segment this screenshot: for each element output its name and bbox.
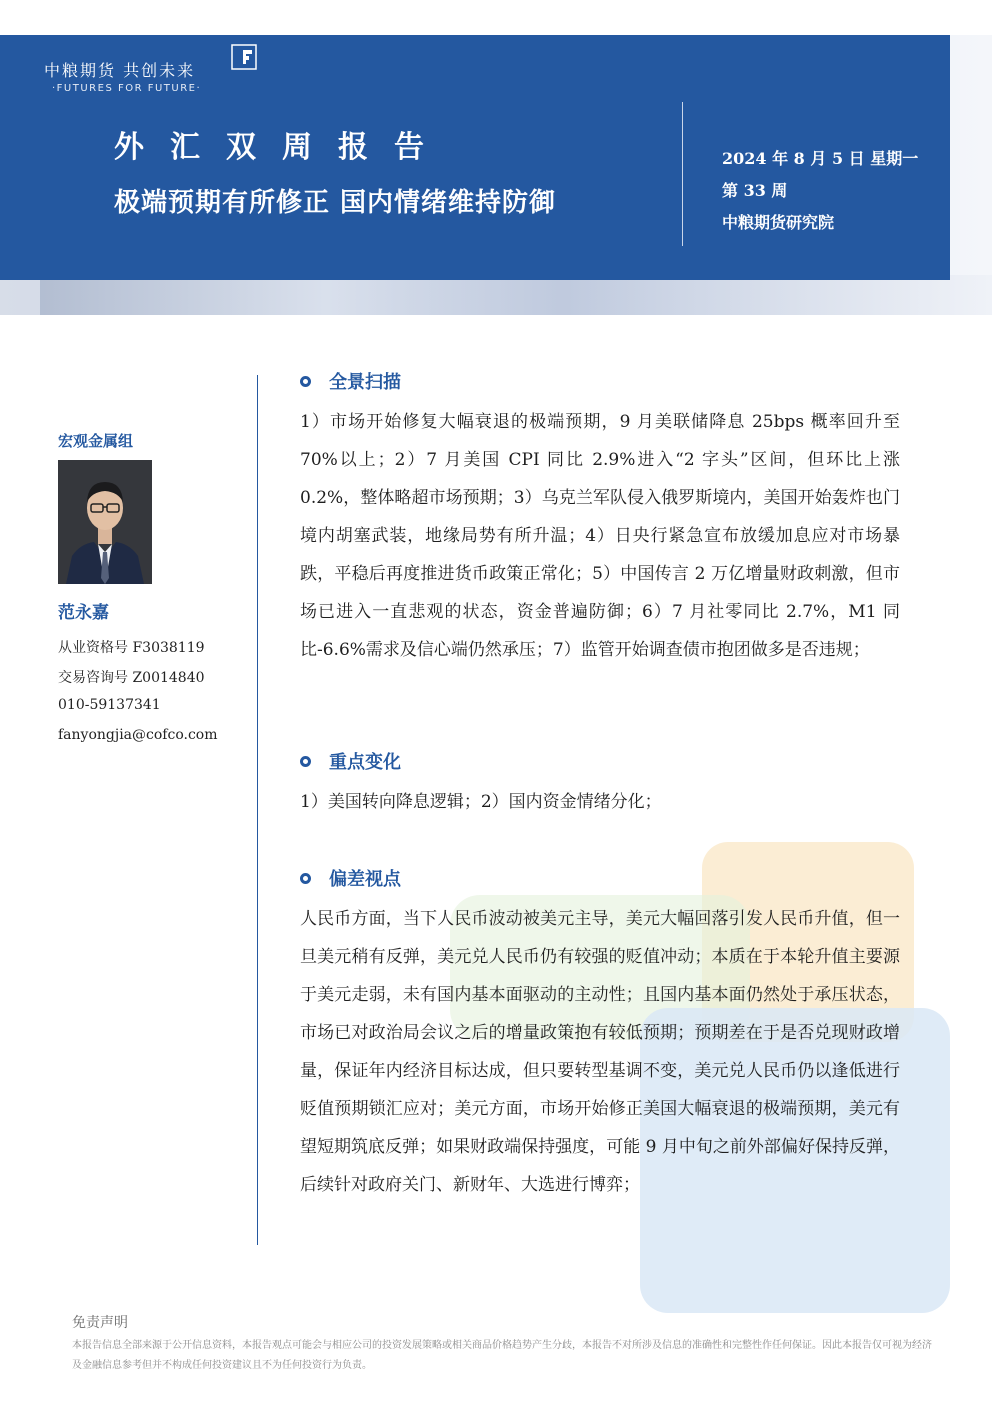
section-heading [300,368,401,394]
bullet-circle-icon [300,376,311,387]
section-body: 人民币方面，当下人民币波动被美元主导，美元大幅回落引发人民币升值，但一旦美元稍有反弹，美元兑人民币仍有较强的贬值冲动；本质在于本轮升值主要源于美元走弱，未有国内基本面驱动的主动性；且国内基本面仍然处于承压状态，市场已对政治局会议之后的增量政策抱有较低预期；预期差在于是否兑现财政增量，保证年内经济目标达成，但只要转型基调不变，美元兑人民币仍以逢低进行贬值预期锁汇应对；美元方面，市场开始修正美国大幅衰退的极端预期，美元有望短期筑底反弹；如果财政端保持强度，可能 9 月中旬之前外部偏好保持反弹，后续针对政府关门、新财年、大选进行博弈； [300,909,900,1195]
section-title: 重点变化 [329,752,401,773]
bullet-circle-icon [300,756,311,767]
bullet-circle-icon [300,873,311,884]
disclaimer-title: 免责声明 [72,1315,128,1331]
section-heading [300,748,401,774]
consult-number: 交易咨询号 Z0014840 [58,670,205,686]
header-divider [682,102,683,246]
logo-text: 中粮期货 共创未来 [44,61,196,80]
section-title: 全景扫描 [329,372,401,393]
report-date: 2024 年 8 月 5 日 星期一 [722,149,919,168]
author-name: 范永嘉 [58,603,109,623]
section-body: 1）市场开始修复大幅衰退的极端预期，9 月美联储降息 25bps 概率回升至 70%以上；2）7 月美国 CPI 同比 2.9%进入“2 字头”区间，但环比上涨 0.2%，整体略超市场预期；3）乌克兰军队侵入俄罗斯境内，美国开始轰炸也门境内胡塞武装，地缘局势有所升温；4）日央行紧急宣布放缓加息应对市场暴跌，平稳后再度推进货币政策正常化；5）中国传言 2 万亿增量财政刺激，但市场已进入一直悲观的状态，资金普遍防御；6）7 月社零同比 2.7%，M1 同比-6.6%需求及信心端仍然承压；7）监管开始调查债市抱团做多是否违规； [300,412,900,660]
logo-slogan: ·FUTURES FOR FUTURE· [52,83,202,94]
column-divider [257,375,258,1245]
person-icon [58,460,152,584]
institute-name: 中粮期货研究院 [722,213,835,232]
license-number: 从业资格号 F3038119 [58,640,205,656]
section-heading [300,865,401,891]
section-body: 1）美国转向降息逻辑；2）国内资金情绪分化； [300,792,662,812]
report-title: 外汇双周报告 [114,130,450,165]
phone-number: 010-59137341 [58,697,161,713]
disclaimer-text: 本报告信息全部来源于公开信息资料，本报告观点可能会与相应公司的投资发展策略或相关商品价格趋势产生分歧，本报告不对所涉及信息的准确性和完整性作任何保证。因此本报告仅可视为经济及金融信息参考但并不构成任何投资建议且不为任何投资行为负责。 [72,1340,932,1371]
author-photo [58,460,152,584]
report-week: 第 33 周 [722,181,788,200]
logo-icon [231,44,257,70]
group-name: 宏观金属组 [58,432,134,450]
email-address: fanyongjia@cofco.com [58,727,218,743]
report-subtitle: 极端预期有所修正 国内情绪维持防御 [114,188,557,218]
section-title: 偏差视点 [329,869,401,890]
